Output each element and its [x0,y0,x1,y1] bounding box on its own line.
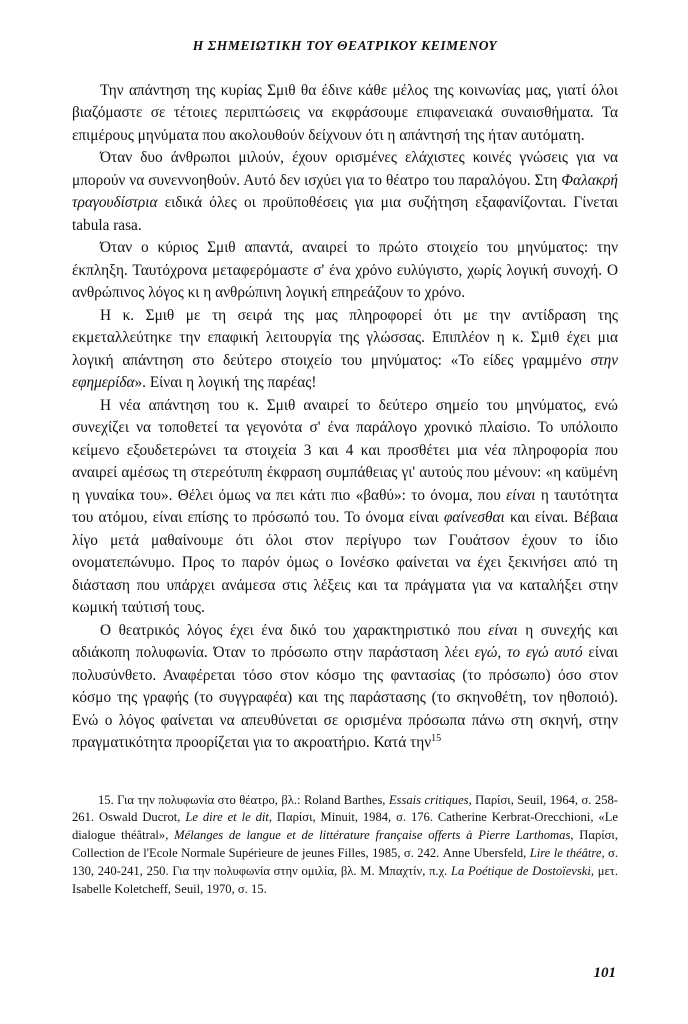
running-head: Η ΣΗΜΕΙΩΤΙΚΗ ΤΟΥ ΘΕΑΤΡΙΚΟΥ ΚΕΙΜΕΝΟΥ [192,38,498,53]
paragraph-1 [72,80,618,147]
footnote-marker[interactable]: 15 [431,732,442,744]
footnote-text: 15. Για την πολυφωνία στο θέατρο, βλ.: Roland Barthes, Essais critiques, Παρίσι, Seuil, 1964, σ. 258-261. Oswald Ducrot, Le dire et le dit, Παρίσι, Minuit, 1984, σ. 176. Catherine Kerbrat-Orecchioni, «Le dialogue théâtral», Mélanges de langue et de littérature française offerts à Pierre Larthomas, Παρίσι, Collection de l'Ecole Normale Supérieure de jeunes Filles, 1985, σ. 242. Anne Ubersfeld, Lire le théâtre, σ. 130, 240-241, 250. Για την πολυφωνία στην ομιλία, βλ. Μ. Μπαχτίν, π.χ. La Poétique de Dostoïevski, μετ. Isabelle Koletcheff, Seuil, 1970, σ. 15. [72,792,618,896]
paragraph-6-text: Ο θεατρικός λόγος έχει ένα δικό του χαρακτηριστικό που είναι η συνεχής και αδιάκοπη πολυφωνία. Όταν το πρόσωπο στην παράσταση λέει εγώ, το εγώ αυτό είναι πολυσύνθετο. Αναφέρεται τόσο στον κόσμο της φαντασίας (το πρόσωπο) όσο στον κόσμο της γραφής (το συγγραφέα) και της παράστασης (το σκηνοθέτη, τον ηθοποιό). Ενώ ο λόγος φαίνεται να απευθύνεται σε ορισμένα πρόσωπα πάνω στη σκηνή, στην πραγματικότητα προορίζεται για το ακροατήριο. Κατά την [72,621,618,752]
footnote-block [72,792,618,899]
body-text [72,80,618,755]
paragraph-3 [72,237,618,304]
paragraph-2-text: Όταν δυο άνθρωποι μιλούν, έχουν ορισμένες ελάχιστες κοινές γνώσεις για να μπορούν να συνεννοηθούν. Αυτό δεν ισχύει για το θέατρο του παραλόγου. Στη Φαλακρή τραγουδίστρια ειδικά όλες οι προϋποθέσεις για μια συζήτηση εξαφανίζονται. Γίνεται tabula rasa. [72,149,618,234]
paragraph-5 [72,395,618,620]
paragraph-1-text: Την απάντηση της κυρίας Σμιθ θα έδινε κάθε μέλος της κοινωνίας μας, γιατί όλοι βιαζόμαστε σε τέτοιες περιπτώσεις να εκφράσουμε επιφανειακά συναισθήματα. Τα επιμέρους μηνύματα που ακολουθούν δείχνουν ότι η απάντησή της ήταν αυτόματη. [72,82,618,144]
paragraph-4 [72,305,618,395]
paragraph-5-text: Η νέα απάντηση του κ. Σμιθ αναιρεί το δεύτερο σημείο του μηνύματος, ενώ συνεχίζει να τοποθετεί τα γεγονότα σ' ένα παράλογο χρονικό πλαίσιο. Το υπόλοιπο κείμενο εξουδετερώνει τα στοιχεία 3 και 4 και προσθέτει μια νέα πληροφορία που αναιρεί αμέσως τη στερεότυπη έκφραση συμπάθειας γι' αυτούς που μένουν: «η καϋμένη η γυναίκα του». Θέλει όμως να πει κάτι πιο «βαθύ»: το όνομα, που είναι η ταυτότητα του ατόμου, είναι επίσης το πρόσωπό του. Το όνομα είναι φαίνεσθαι και είναι. Βέβαια λίγο μετά μαθαίνουμε ότι όλοι στον περίγυρο των Γουάτσον έχουν το ίδιο ονοματεπώνυμο. Προς το παρόν όμως ο Ιονέσκο φαίνεται να έχει ξεκινήσει από τη διάσταση που υπάρχει ανάμεσα στις λέξεις και τα πράγματα για να καταλήξει στην κωμική ταύτισή τους. [72,396,618,617]
paragraph-4-text: Η κ. Σμιθ με τη σειρά της μας πληροφορεί ότι με την αντίδραση της εκμεταλλεύτηκε την επαφική λειτουργία της γλώσσας. Επιπλέον η κ. Σμιθ έχει μια λογική απάντηση στο δεύτερο στοιχείο του μηνύματος: «Το είδες γραμμένο στην εφημερίδα». Είναι η λογική της παρέας! [72,306,618,392]
paragraph-2 [72,147,618,237]
paragraph-6 [72,620,618,755]
page-number: 101 [593,965,616,981]
paragraph-3-text: Όταν ο κύριος Σμιθ απαντά, αναιρεί το πρώτο στοιχείο του μηνύματος: την έκπληξη. Ταυτόχρονα μεταφερόμαστε σ' ένα χρόνο ευλύγιστο, χωρίς λογική συνοχή. Ο ανθρώπινος λόγος κι η ανθρώπινη λογική επηρεάζουν το χρόνο. [72,239,618,302]
